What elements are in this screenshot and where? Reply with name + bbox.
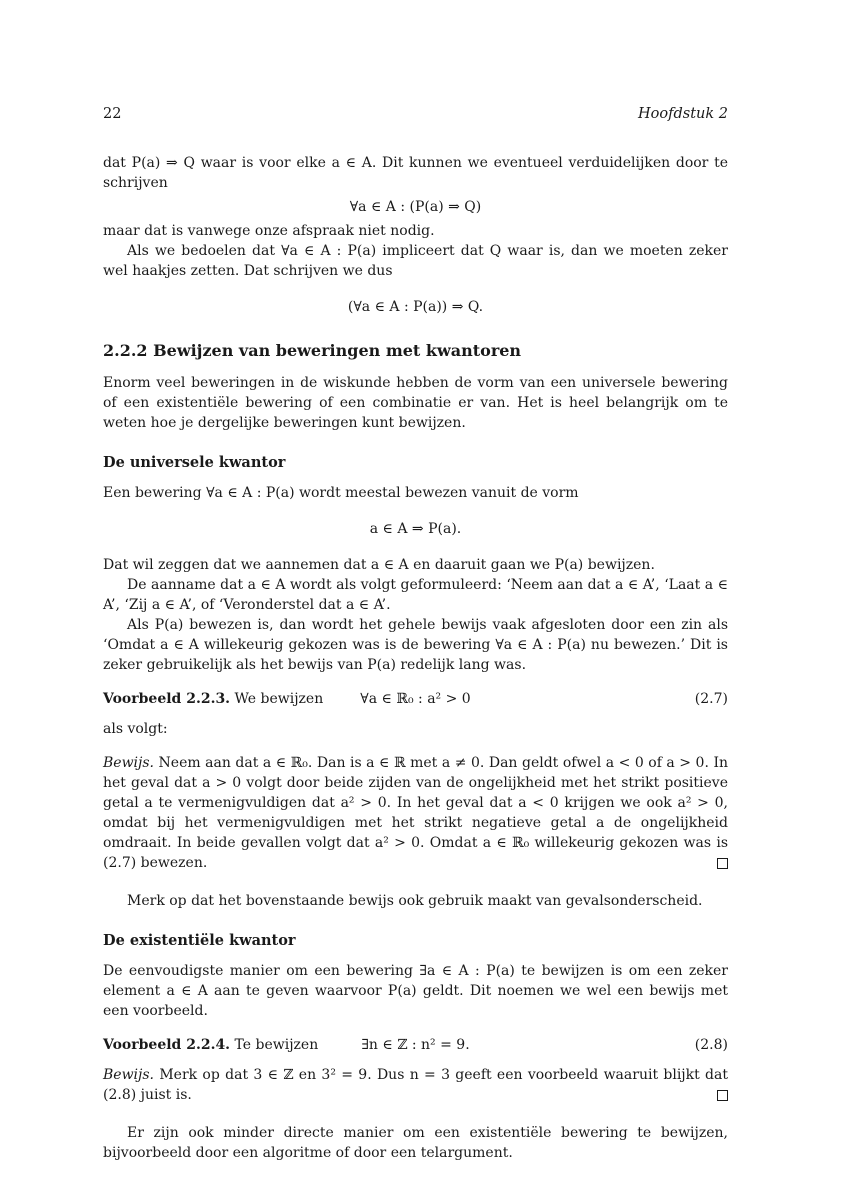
- section-heading: 2.2.2 Bewijzen van beweringen met kwantoren: [103, 341, 522, 360]
- proof-label: Bewijs.: [103, 1067, 155, 1083]
- proof-label: Bewijs.: [103, 755, 155, 771]
- example-after: als volgt:: [103, 721, 168, 737]
- equation-number: (2.8): [694, 1037, 728, 1053]
- proof-paragraph: [103, 753, 728, 873]
- subsection-heading-existential: De existentiële kwantor: [103, 932, 296, 949]
- qed-square-icon: [717, 858, 728, 869]
- intro-paragraph-2: maar dat is vanwege onze afspraak niet nodig.: [103, 223, 435, 239]
- example-heading: Voorbeeld 2.2.3.: [103, 691, 231, 707]
- section-paragraph: Enorm veel beweringen in de wiskunde hebben de vorm van een universele bewering of een existentiële bewering of een combinatie er van. Het is heel belangrijk om te weten hoe je dergelijke beweringen kunt bewijzen.: [103, 375, 728, 431]
- example-heading: Voorbeeld 2.2.4.: [103, 1037, 231, 1053]
- proof-paragraph: [103, 1065, 728, 1105]
- equation-display: (∀a ∈ A : P(a)) ⇒ Q.: [347, 299, 484, 315]
- proof-text: Merk op dat 3 ∈ ℤ en 3² = 9. Dus n = 3 geeft een voorbeeld waaruit blijkt dat (2.8) juist is.: [103, 1067, 728, 1103]
- equation-number: (2.7): [694, 691, 728, 707]
- running-header: [103, 104, 728, 124]
- example-block: [103, 689, 728, 911]
- page-number: 22: [103, 106, 122, 122]
- existential-paragraph: De eenvoudigste manier om een bewering ∃a ∈ A : P(a) te bewijzen is om een zeker element a ∈ A aan te geven waarvoor P(a) geldt. Dit noemen we wel een bewijs met een voorbeeld.: [103, 963, 728, 1019]
- universal-paragraph-1: Een bewering ∀a ∈ A : P(a) wordt meestal bewezen vanuit de vorm: [103, 485, 579, 501]
- universal-paragraph-2: Dat wil zeggen dat we aannemen dat a ∈ A en daaruit gaan we P(a) bewijzen.: [103, 557, 655, 573]
- example-equation: ∃n ∈ ℤ : n² = 9.: [361, 1037, 470, 1053]
- subsection-heading-universal: De universele kwantor: [103, 454, 286, 471]
- universal-paragraph-4: Als P(a) bewezen is, dan wordt het gehele bewijs vaak afgesloten door een zin als ‘Omdat a ∈ A willekeurig gekozen was is de bewering ∀a ∈ A : P(a) nu bewezen.’ Dit is zeker gebruikelijk als het bewijs van P(a) redelijk lang was.: [103, 617, 728, 673]
- proof-text: Neem aan dat a ∈ ℝ₀. Dan is a ∈ ℝ met a ≠ 0. Dan geldt ofwel a < 0 of a > 0. In het geval dat a > 0 volgt door beide zijden van de ongelijkheid met het strikt positieve getal a te vermenigvuldigen dat a² > 0. In het geval dat a < 0 krijgen we ook a² > 0, omdat bij het vermenigvuldigen met het strikt negatieve getal a de ongelijkheid omdraait. In beide gevallen volgt dat a² > 0. Omdat a ∈ ℝ₀ willekeurig gekozen was is (2.7) bewezen.: [103, 755, 728, 871]
- page-body: [103, 104, 728, 1163]
- qed-square-icon: [717, 1090, 728, 1101]
- equation-display: ∀a ∈ A : (P(a) ⇒ Q): [349, 199, 482, 215]
- example-lead: We bewijzen: [234, 691, 324, 707]
- example-equation-row: [103, 1035, 728, 1055]
- closing-paragraph: Er zijn ook minder directe manier om een existentiële bewering te bewijzen, bijvoorbeeld door een algoritme of door een telargument.: [103, 1125, 728, 1161]
- example-equation: ∀a ∈ ℝ₀ : a² > 0: [360, 691, 471, 707]
- chapter-title: Hoofdstuk 2: [638, 106, 728, 122]
- example-equation-row: [103, 689, 728, 709]
- intro-paragraph-1: dat P(a) ⇒ Q waar is voor elke a ∈ A. Dit kunnen we eventueel verduidelijken door te schrijven: [103, 155, 728, 191]
- universal-paragraph-3: De aanname dat a ∈ A wordt als volgt geformuleerd: ‘Neem aan dat a ∈ A’, ‘Laat a ∈ A’, ‘Zij a ∈ A’, of ‘Veronderstel dat a ∈ A’.: [103, 577, 728, 613]
- intro-paragraph-3: Als we bedoelen dat ∀a ∈ A : P(a) impliceert dat Q waar is, dan we moeten zeker wel haakjes zetten. Dat schrijven we dus: [103, 243, 728, 279]
- example-block: [103, 1035, 728, 1163]
- remark-paragraph: Merk op dat het bovenstaande bewijs ook gebruik maakt van gevalsonderscheid.: [127, 893, 703, 909]
- equation-display: a ∈ A ⇒ P(a).: [369, 521, 462, 537]
- example-lead: Te bewijzen: [234, 1037, 319, 1053]
